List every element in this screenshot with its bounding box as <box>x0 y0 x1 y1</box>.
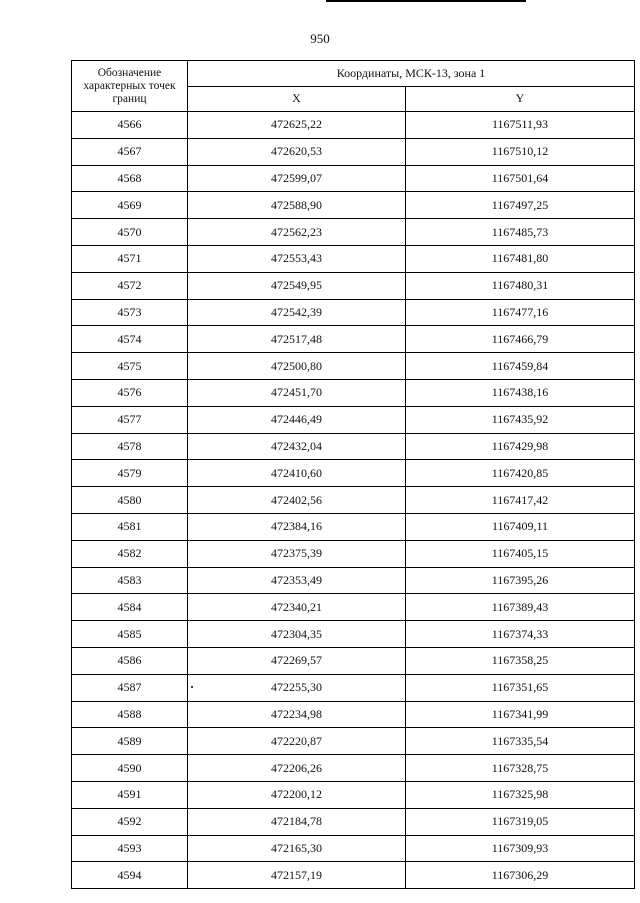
x-coordinate-cell: 472599,07 <box>188 165 406 192</box>
table-row <box>72 245 635 272</box>
y-coordinate-cell: 1167325,98 <box>406 781 635 808</box>
y-coordinate-cell: 1167485,73 <box>406 219 635 246</box>
x-coordinate-cell: 472553,43 <box>188 245 406 272</box>
table-row <box>72 594 635 621</box>
top-edge-rule <box>326 0 526 2</box>
table-header <box>72 61 635 112</box>
x-coordinate-cell: 472375,39 <box>188 540 406 567</box>
y-coordinate-cell: 1167328,75 <box>406 755 635 782</box>
point-id-cell: 4580 <box>72 487 188 514</box>
y-coordinate-cell: 1167510,12 <box>406 138 635 165</box>
point-id-cell: 4587 <box>72 674 188 701</box>
point-id-cell: 4571 <box>72 245 188 272</box>
y-coordinate-cell: 1167341,99 <box>406 701 635 728</box>
table-row <box>72 513 635 540</box>
x-coordinate-cell: 472206,26 <box>188 755 406 782</box>
table-row <box>72 299 635 326</box>
x-coordinate-cell: 472625,22 <box>188 112 406 139</box>
x-coordinate-cell: 472451,70 <box>188 379 406 406</box>
x-coordinate-cell: 472542,39 <box>188 299 406 326</box>
x-coordinate-cell: 472184,78 <box>188 808 406 835</box>
table-row <box>72 406 635 433</box>
point-id-cell: 4585 <box>72 621 188 648</box>
point-id-cell: 4574 <box>72 326 188 353</box>
point-id-cell: 4567 <box>72 138 188 165</box>
y-coordinate-cell: 1167501,64 <box>406 165 635 192</box>
y-coordinate-cell: 1167438,16 <box>406 379 635 406</box>
table-row <box>72 862 635 889</box>
x-coordinate-cell: 472384,16 <box>188 513 406 540</box>
table-row <box>72 647 635 674</box>
point-id-cell: 4591 <box>72 781 188 808</box>
y-coordinate-cell: 1167435,92 <box>406 406 635 433</box>
x-coordinate-cell: 472255,30 <box>188 674 406 701</box>
y-coordinate-cell: 1167409,11 <box>406 513 635 540</box>
y-column-header: Y <box>406 86 635 112</box>
point-id-cell: 4581 <box>72 513 188 540</box>
point-id-cell: 4582 <box>72 540 188 567</box>
point-id-cell: 4570 <box>72 219 188 246</box>
table-row <box>72 112 635 139</box>
table-row <box>72 353 635 380</box>
y-coordinate-cell: 1167374,33 <box>406 621 635 648</box>
y-coordinate-cell: 1167395,26 <box>406 567 635 594</box>
x-coordinate-cell: 472165,30 <box>188 835 406 862</box>
table-row <box>72 487 635 514</box>
y-coordinate-cell: 1167511,93 <box>406 112 635 139</box>
x-coordinate-cell: 472562,23 <box>188 219 406 246</box>
y-coordinate-cell: 1167351,65 <box>406 674 635 701</box>
table-row <box>72 219 635 246</box>
point-id-cell: 4586 <box>72 647 188 674</box>
table-row <box>72 272 635 299</box>
x-coordinate-cell: 472588,90 <box>188 192 406 219</box>
point-id-cell: 4592 <box>72 808 188 835</box>
table-row <box>72 165 635 192</box>
x-coordinate-cell: 472269,57 <box>188 647 406 674</box>
table-row <box>72 192 635 219</box>
x-coordinate-cell: 472200,12 <box>188 781 406 808</box>
x-coordinate-cell: 472432,04 <box>188 433 406 460</box>
coordinates-table <box>71 60 635 889</box>
point-id-cell: 4573 <box>72 299 188 326</box>
x-column-header: X <box>188 86 406 112</box>
point-designation-header: Обозначение характерных точек границ <box>72 61 188 112</box>
x-coordinate-cell: 472353,49 <box>188 567 406 594</box>
table-body <box>72 112 635 889</box>
table-row <box>72 808 635 835</box>
y-coordinate-cell: 1167466,79 <box>406 326 635 353</box>
x-coordinate-cell: 472157,19 <box>188 862 406 889</box>
table-row <box>72 674 635 701</box>
point-id-cell: 4579 <box>72 460 188 487</box>
point-id-cell: 4594 <box>72 862 188 889</box>
table-row <box>72 755 635 782</box>
x-coordinate-cell: 472500,80 <box>188 353 406 380</box>
x-coordinate-cell: 472402,56 <box>188 487 406 514</box>
table-row <box>72 728 635 755</box>
y-coordinate-cell: 1167405,15 <box>406 540 635 567</box>
y-coordinate-cell: 1167309,93 <box>406 835 635 862</box>
point-id-cell: 4588 <box>72 701 188 728</box>
x-coordinate-cell: 472517,48 <box>188 326 406 353</box>
point-id-cell: 4576 <box>72 379 188 406</box>
table-row <box>72 781 635 808</box>
point-id-cell: 4569 <box>72 192 188 219</box>
y-coordinate-cell: 1167389,43 <box>406 594 635 621</box>
point-id-cell: 4578 <box>72 433 188 460</box>
x-coordinate-cell: 472304,35 <box>188 621 406 648</box>
x-coordinate-cell: 472549,95 <box>188 272 406 299</box>
table-row <box>72 326 635 353</box>
point-id-cell: 4590 <box>72 755 188 782</box>
y-coordinate-cell: 1167358,25 <box>406 647 635 674</box>
y-coordinate-cell: 1167497,25 <box>406 192 635 219</box>
coordinates-group-header: Координаты, МСК-13, зона 1 <box>188 61 635 87</box>
y-coordinate-cell: 1167319,05 <box>406 808 635 835</box>
point-id-cell: 4566 <box>72 112 188 139</box>
x-coordinate-cell: 472220,87 <box>188 728 406 755</box>
table-row <box>72 460 635 487</box>
table-row <box>72 379 635 406</box>
x-coordinate-cell: 472340,21 <box>188 594 406 621</box>
point-id-cell: 4572 <box>72 272 188 299</box>
y-coordinate-cell: 1167429,98 <box>406 433 635 460</box>
table-row <box>72 621 635 648</box>
table-row <box>72 138 635 165</box>
point-id-cell: 4593 <box>72 835 188 862</box>
point-id-cell: 4575 <box>72 353 188 380</box>
table-row <box>72 835 635 862</box>
y-coordinate-cell: 1167459,84 <box>406 353 635 380</box>
x-coordinate-cell: 472234,98 <box>188 701 406 728</box>
table-row <box>72 701 635 728</box>
table-row <box>72 567 635 594</box>
point-id-cell: 4589 <box>72 728 188 755</box>
point-id-cell: 4583 <box>72 567 188 594</box>
y-coordinate-cell: 1167477,16 <box>406 299 635 326</box>
y-coordinate-cell: 1167306,29 <box>406 862 635 889</box>
y-coordinate-cell: 1167420,85 <box>406 460 635 487</box>
scan-speck <box>191 686 193 688</box>
x-coordinate-cell: 472620,53 <box>188 138 406 165</box>
y-coordinate-cell: 1167481,80 <box>406 245 635 272</box>
y-coordinate-cell: 1167335,54 <box>406 728 635 755</box>
x-coordinate-cell: 472446,49 <box>188 406 406 433</box>
page-number: 950 <box>310 31 330 46</box>
point-id-cell: 4568 <box>72 165 188 192</box>
table-row <box>72 433 635 460</box>
y-coordinate-cell: 1167480,31 <box>406 272 635 299</box>
point-id-cell: 4584 <box>72 594 188 621</box>
y-coordinate-cell: 1167417,42 <box>406 487 635 514</box>
x-coordinate-cell: 472410,60 <box>188 460 406 487</box>
table-row <box>72 540 635 567</box>
point-id-cell: 4577 <box>72 406 188 433</box>
